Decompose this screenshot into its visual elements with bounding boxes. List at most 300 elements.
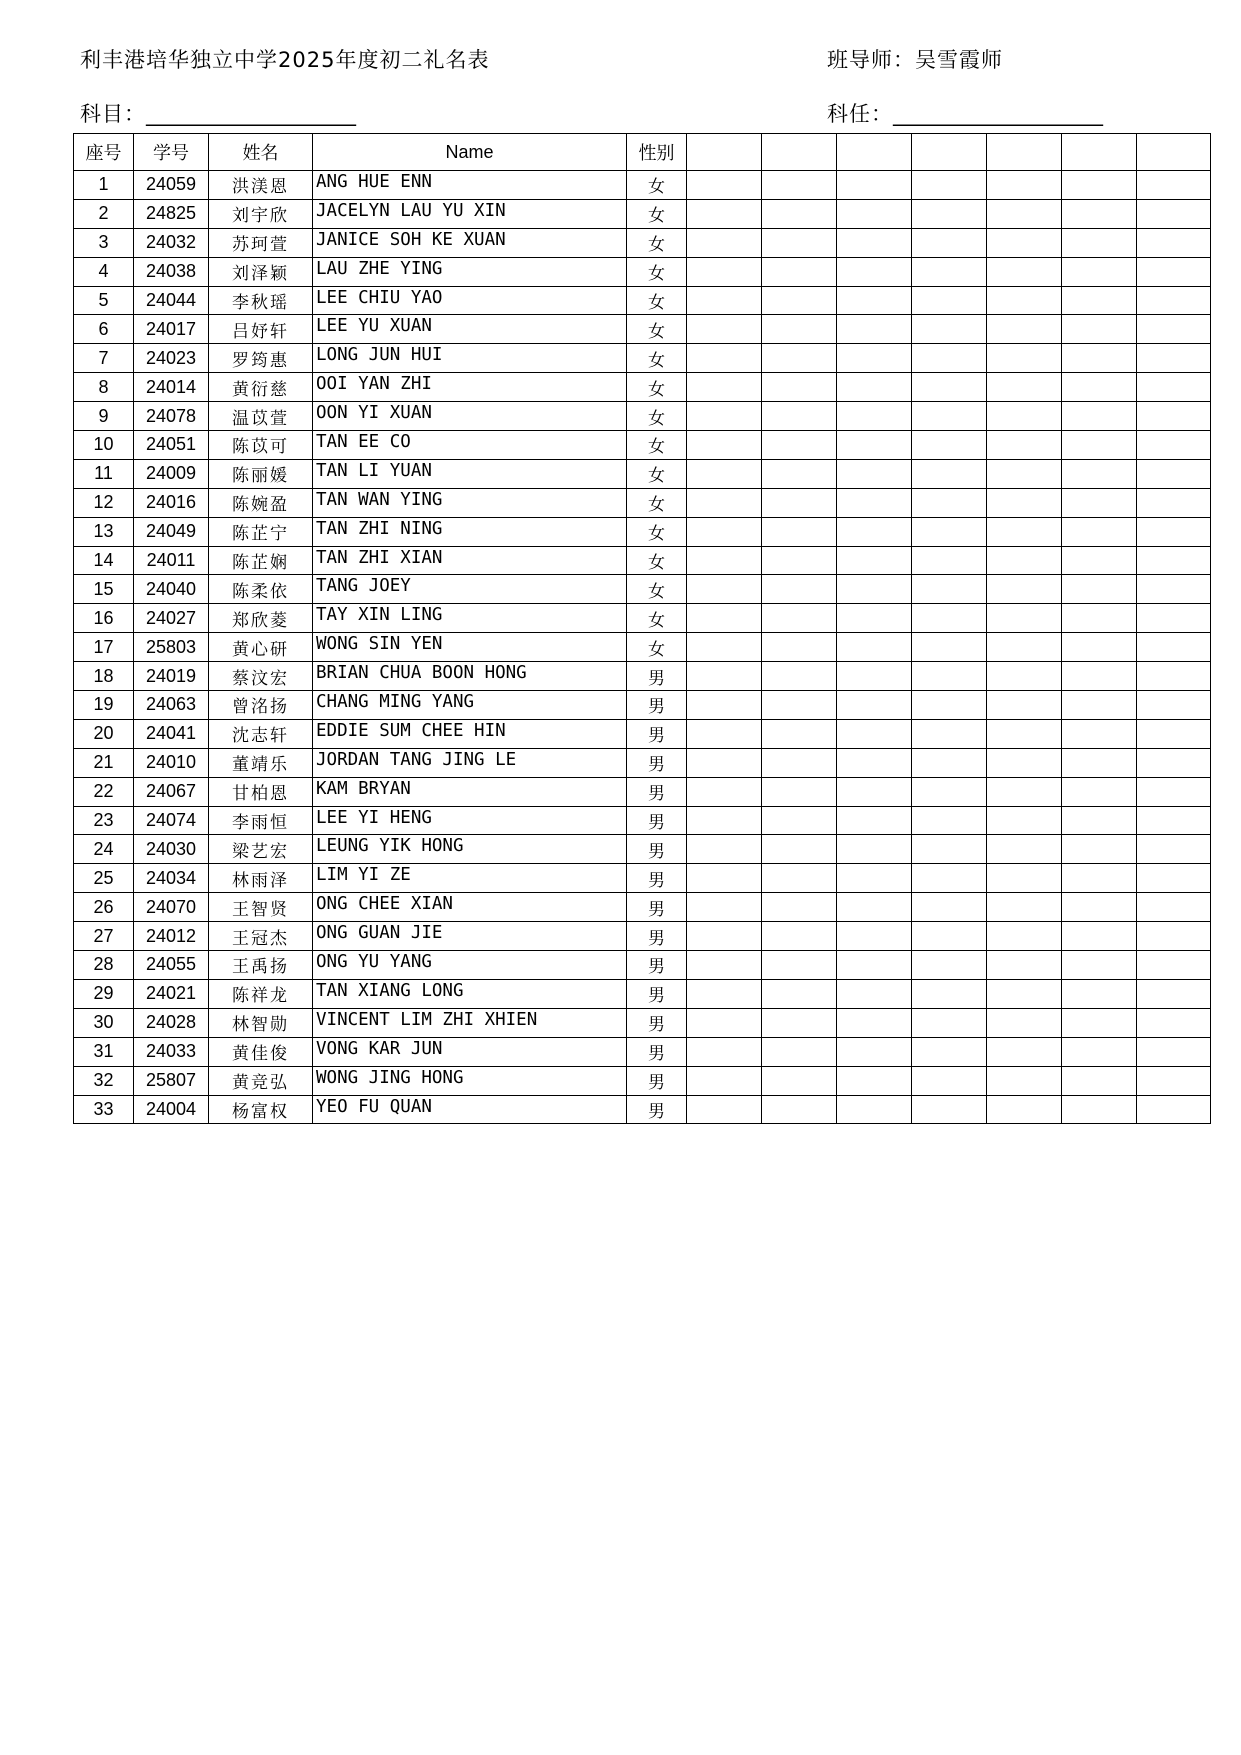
blank-cell	[762, 344, 837, 373]
blank-cell	[687, 951, 762, 980]
blank-cell	[987, 1008, 1062, 1037]
blank-cell	[687, 777, 762, 806]
blank-cell	[687, 488, 762, 517]
seat-number-cell: 12	[74, 488, 134, 517]
student-id-cell: 24011	[134, 546, 209, 575]
blank-cell	[1062, 199, 1137, 228]
blank-cell	[912, 199, 987, 228]
table-row	[74, 662, 1211, 691]
subject-teacher-label: 科任：	[827, 102, 893, 126]
gender-cell: 女	[627, 199, 687, 228]
blank-cell	[1137, 662, 1211, 691]
blank-cell	[762, 1095, 837, 1124]
blank-cell	[987, 517, 1062, 546]
blank-cell	[912, 1037, 987, 1066]
blank-cell	[1062, 373, 1137, 402]
blank-cell	[762, 691, 837, 720]
english-name-cell: LEE CHIU YAO	[313, 286, 627, 315]
blank-cell	[687, 806, 762, 835]
blank-cell	[1137, 777, 1211, 806]
blank-cell	[912, 1066, 987, 1095]
blank-header-cell	[987, 134, 1062, 171]
gender-cell: 男	[627, 748, 687, 777]
chinese-name-cell: 温苡萱	[209, 402, 313, 431]
header-student-id: 学号	[134, 134, 209, 171]
chinese-name-cell: 陈祥龙	[209, 979, 313, 1008]
blank-cell	[837, 286, 912, 315]
blank-cell	[1062, 575, 1137, 604]
blank-header-cell	[1062, 134, 1137, 171]
blank-cell	[912, 431, 987, 460]
blank-cell	[987, 344, 1062, 373]
blank-cell	[1062, 459, 1137, 488]
gender-cell: 男	[627, 864, 687, 893]
blank-cell	[837, 777, 912, 806]
blank-cell	[762, 951, 837, 980]
blank-cell	[1062, 979, 1137, 1008]
blank-cell	[762, 979, 837, 1008]
blank-cell	[1062, 344, 1137, 373]
blank-cell	[1137, 806, 1211, 835]
blank-cell	[987, 922, 1062, 951]
blank-cell	[987, 633, 1062, 662]
blank-cell	[762, 402, 837, 431]
blank-cell	[762, 864, 837, 893]
chinese-name-cell: 杨富权	[209, 1095, 313, 1124]
english-name-cell: TAN LI YUAN	[313, 459, 627, 488]
blank-cell	[912, 488, 987, 517]
blank-cell	[687, 633, 762, 662]
blank-cell	[912, 1095, 987, 1124]
chinese-name-cell: 王智贤	[209, 893, 313, 922]
blank-cell	[1137, 748, 1211, 777]
seat-number-cell: 2	[74, 199, 134, 228]
gender-cell: 男	[627, 979, 687, 1008]
english-name-cell: LEE YI HENG	[313, 806, 627, 835]
blank-cell	[687, 835, 762, 864]
blank-cell	[837, 228, 912, 257]
table-row	[74, 431, 1211, 460]
gender-cell: 男	[627, 777, 687, 806]
blank-cell	[687, 228, 762, 257]
blank-cell	[987, 951, 1062, 980]
blank-cell	[1137, 488, 1211, 517]
chinese-name-cell: 陈芷娴	[209, 546, 313, 575]
blank-cell	[837, 1066, 912, 1095]
header-name: Name	[313, 134, 627, 171]
blank-cell	[837, 979, 912, 1008]
chinese-name-cell: 黄心研	[209, 633, 313, 662]
blank-cell	[1062, 228, 1137, 257]
table-row	[74, 835, 1211, 864]
english-name-cell: TAN ZHI XIAN	[313, 546, 627, 575]
gender-cell: 女	[627, 633, 687, 662]
table-row	[74, 286, 1211, 315]
student-id-cell: 24074	[134, 806, 209, 835]
english-name-cell: LAU ZHE YING	[313, 257, 627, 286]
chinese-name-cell: 黄竞弘	[209, 1066, 313, 1095]
table-header-row	[74, 134, 1211, 171]
seat-number-cell: 17	[74, 633, 134, 662]
english-name-cell: TAN XIANG LONG	[313, 979, 627, 1008]
student-id-cell: 24019	[134, 662, 209, 691]
blank-cell	[762, 748, 837, 777]
blank-cell	[1062, 1037, 1137, 1066]
blank-header-cell	[762, 134, 837, 171]
blank-cell	[1137, 344, 1211, 373]
subject-label: 科目：	[80, 102, 146, 126]
blank-cell	[1062, 922, 1137, 951]
blank-cell	[837, 171, 912, 200]
seat-number-cell: 31	[74, 1037, 134, 1066]
gender-cell: 男	[627, 662, 687, 691]
table-row	[74, 459, 1211, 488]
blank-cell	[987, 835, 1062, 864]
chinese-name-cell: 陈丽媛	[209, 459, 313, 488]
header-gender: 性别	[627, 134, 687, 171]
blank-cell	[837, 431, 912, 460]
blank-cell	[1137, 199, 1211, 228]
blank-cell	[1062, 431, 1137, 460]
blank-cell	[987, 546, 1062, 575]
blank-cell	[837, 604, 912, 633]
blank-cell	[1062, 517, 1137, 546]
blank-cell	[1137, 431, 1211, 460]
gender-cell: 女	[627, 228, 687, 257]
blank-cell	[987, 1095, 1062, 1124]
student-id-cell: 24049	[134, 517, 209, 546]
english-name-cell: LIM YI ZE	[313, 864, 627, 893]
seat-number-cell: 29	[74, 979, 134, 1008]
blank-cell	[912, 517, 987, 546]
seat-number-cell: 32	[74, 1066, 134, 1095]
class-teacher: 班导师：吴雪霞师	[827, 48, 1003, 72]
blank-cell	[837, 575, 912, 604]
student-id-cell: 24063	[134, 691, 209, 720]
gender-cell: 女	[627, 344, 687, 373]
table-row	[74, 1095, 1211, 1124]
blank-cell	[987, 662, 1062, 691]
blank-cell	[912, 171, 987, 200]
blank-cell	[687, 922, 762, 951]
blank-cell	[1062, 286, 1137, 315]
blank-cell	[687, 546, 762, 575]
blank-cell	[837, 922, 912, 951]
blank-cell	[837, 344, 912, 373]
seat-number-cell: 14	[74, 546, 134, 575]
blank-cell	[687, 575, 762, 604]
english-name-cell: ONG YU YANG	[313, 951, 627, 980]
blank-cell	[1137, 257, 1211, 286]
gender-cell: 男	[627, 951, 687, 980]
blank-cell	[687, 979, 762, 1008]
blank-cell	[912, 951, 987, 980]
roster-table	[73, 133, 1211, 1124]
english-name-cell: JORDAN TANG JING LE	[313, 748, 627, 777]
blank-cell	[912, 257, 987, 286]
blank-cell	[1137, 459, 1211, 488]
blank-cell	[687, 1008, 762, 1037]
table-row	[74, 604, 1211, 633]
table-row	[74, 893, 1211, 922]
blank-cell	[687, 893, 762, 922]
blank-cell	[987, 373, 1062, 402]
english-name-cell: LEE YU XUAN	[313, 315, 627, 344]
blank-cell	[762, 1037, 837, 1066]
blank-cell	[1137, 1066, 1211, 1095]
chinese-name-cell: 林智勋	[209, 1008, 313, 1037]
seat-number-cell: 26	[74, 893, 134, 922]
blank-cell	[687, 344, 762, 373]
blank-cell	[837, 517, 912, 546]
blank-cell	[762, 604, 837, 633]
student-id-cell: 24021	[134, 979, 209, 1008]
blank-cell	[912, 719, 987, 748]
blank-cell	[987, 604, 1062, 633]
blank-cell	[1137, 719, 1211, 748]
table-row	[74, 777, 1211, 806]
english-name-cell: JACELYN LAU YU XIN	[313, 199, 627, 228]
student-id-cell: 24059	[134, 171, 209, 200]
blank-cell	[762, 517, 837, 546]
blank-cell	[987, 315, 1062, 344]
english-name-cell: YEO FU QUAN	[313, 1095, 627, 1124]
chinese-name-cell: 蔡汶宏	[209, 662, 313, 691]
blank-cell	[912, 228, 987, 257]
english-name-cell: ANG HUE ENN	[313, 171, 627, 200]
gender-cell: 女	[627, 402, 687, 431]
blank-cell	[1062, 864, 1137, 893]
seat-number-cell: 19	[74, 691, 134, 720]
blank-cell	[1137, 1037, 1211, 1066]
blank-cell	[912, 373, 987, 402]
english-name-cell: TAN ZHI NING	[313, 517, 627, 546]
blank-cell	[987, 748, 1062, 777]
blank-cell	[837, 806, 912, 835]
student-id-cell: 24016	[134, 488, 209, 517]
header-seat: 座号	[74, 134, 134, 171]
blank-cell	[837, 748, 912, 777]
seat-number-cell: 23	[74, 806, 134, 835]
blank-cell	[1062, 748, 1137, 777]
seat-number-cell: 13	[74, 517, 134, 546]
blank-cell	[987, 777, 1062, 806]
student-id-cell: 24023	[134, 344, 209, 373]
seat-number-cell: 28	[74, 951, 134, 980]
subject-field	[80, 98, 356, 128]
student-id-cell: 24014	[134, 373, 209, 402]
table-row	[74, 228, 1211, 257]
blank-cell	[1062, 893, 1137, 922]
blank-cell	[837, 864, 912, 893]
english-name-cell: BRIAN CHUA BOON HONG	[313, 662, 627, 691]
subject-teacher-blank-line: ____________________	[893, 102, 1103, 126]
table-row	[74, 951, 1211, 980]
student-id-cell: 24078	[134, 402, 209, 431]
gender-cell: 女	[627, 315, 687, 344]
student-id-cell: 24027	[134, 604, 209, 633]
english-name-cell: TANG JOEY	[313, 575, 627, 604]
blank-cell	[837, 691, 912, 720]
blank-cell	[1137, 228, 1211, 257]
blank-cell	[837, 633, 912, 662]
blank-header-cell	[687, 134, 762, 171]
gender-cell: 女	[627, 575, 687, 604]
blank-cell	[687, 662, 762, 691]
blank-cell	[687, 517, 762, 546]
student-id-cell: 24009	[134, 459, 209, 488]
student-id-cell: 24033	[134, 1037, 209, 1066]
seat-number-cell: 20	[74, 719, 134, 748]
blank-cell	[987, 719, 1062, 748]
blank-cell	[837, 402, 912, 431]
blank-cell	[1062, 777, 1137, 806]
table-row	[74, 806, 1211, 835]
blank-cell	[987, 257, 1062, 286]
english-name-cell: WONG JING HONG	[313, 1066, 627, 1095]
student-id-cell: 24017	[134, 315, 209, 344]
blank-cell	[1137, 286, 1211, 315]
gender-cell: 男	[627, 1095, 687, 1124]
blank-cell	[762, 199, 837, 228]
blank-cell	[1062, 546, 1137, 575]
blank-cell	[837, 373, 912, 402]
blank-cell	[687, 257, 762, 286]
blank-header-cell	[837, 134, 912, 171]
blank-cell	[762, 835, 837, 864]
blank-cell	[1062, 806, 1137, 835]
blank-cell	[687, 315, 762, 344]
blank-cell	[987, 459, 1062, 488]
seat-number-cell: 1	[74, 171, 134, 200]
blank-cell	[1062, 171, 1137, 200]
subject-teacher-field	[827, 98, 1103, 128]
blank-cell	[912, 662, 987, 691]
student-id-cell: 24030	[134, 835, 209, 864]
blank-cell	[1137, 951, 1211, 980]
chinese-name-cell: 黄佳俊	[209, 1037, 313, 1066]
english-name-cell: TAY XIN LING	[313, 604, 627, 633]
table-row	[74, 1037, 1211, 1066]
blank-cell	[762, 431, 837, 460]
chinese-name-cell: 陈婉盈	[209, 488, 313, 517]
student-id-cell: 24051	[134, 431, 209, 460]
blank-cell	[687, 691, 762, 720]
seat-number-cell: 18	[74, 662, 134, 691]
blank-cell	[912, 286, 987, 315]
seat-number-cell: 24	[74, 835, 134, 864]
blank-cell	[837, 257, 912, 286]
seat-number-cell: 15	[74, 575, 134, 604]
gender-cell: 男	[627, 1066, 687, 1095]
blank-cell	[912, 748, 987, 777]
gender-cell: 女	[627, 373, 687, 402]
chinese-name-cell: 李秋瑶	[209, 286, 313, 315]
blank-cell	[912, 691, 987, 720]
table-row	[74, 373, 1211, 402]
blank-cell	[687, 459, 762, 488]
table-row	[74, 633, 1211, 662]
blank-cell	[687, 373, 762, 402]
seat-number-cell: 11	[74, 459, 134, 488]
chinese-name-cell: 王冠杰	[209, 922, 313, 951]
blank-cell	[912, 1008, 987, 1037]
table-row	[74, 575, 1211, 604]
blank-cell	[1137, 835, 1211, 864]
blank-cell	[687, 1095, 762, 1124]
blank-cell	[1062, 257, 1137, 286]
english-name-cell: EDDIE SUM CHEE HIN	[313, 719, 627, 748]
english-name-cell: LEUNG YIK HONG	[313, 835, 627, 864]
blank-cell	[1137, 893, 1211, 922]
blank-cell	[912, 459, 987, 488]
blank-cell	[1062, 315, 1137, 344]
blank-cell	[687, 748, 762, 777]
blank-cell	[987, 402, 1062, 431]
blank-cell	[912, 546, 987, 575]
blank-cell	[987, 228, 1062, 257]
blank-cell	[912, 344, 987, 373]
chinese-name-cell: 陈苡可	[209, 431, 313, 460]
english-name-cell: ONG GUAN JIE	[313, 922, 627, 951]
gender-cell: 男	[627, 719, 687, 748]
blank-cell	[837, 488, 912, 517]
blank-cell	[987, 488, 1062, 517]
blank-cell	[912, 315, 987, 344]
english-name-cell: VINCENT LIM ZHI XHIEN	[313, 1008, 627, 1037]
student-id-cell: 24044	[134, 286, 209, 315]
blank-cell	[987, 1066, 1062, 1095]
chinese-name-cell: 董靖乐	[209, 748, 313, 777]
table-row	[74, 748, 1211, 777]
gender-cell: 女	[627, 604, 687, 633]
chinese-name-cell: 沈志轩	[209, 719, 313, 748]
blank-cell	[762, 1008, 837, 1037]
chinese-name-cell: 林雨泽	[209, 864, 313, 893]
blank-cell	[762, 922, 837, 951]
blank-cell	[1062, 1066, 1137, 1095]
header-chinese-name: 姓名	[209, 134, 313, 171]
blank-cell	[1062, 488, 1137, 517]
gender-cell: 女	[627, 459, 687, 488]
seat-number-cell: 30	[74, 1008, 134, 1037]
blank-cell	[912, 402, 987, 431]
chinese-name-cell: 刘宇欣	[209, 199, 313, 228]
gender-cell: 男	[627, 922, 687, 951]
english-name-cell: ONG CHEE XIAN	[313, 893, 627, 922]
blank-cell	[1137, 922, 1211, 951]
gender-cell: 女	[627, 286, 687, 315]
table-row	[74, 1066, 1211, 1095]
blank-cell	[912, 633, 987, 662]
seat-number-cell: 25	[74, 864, 134, 893]
blank-cell	[912, 777, 987, 806]
table-row	[74, 257, 1211, 286]
student-id-cell: 24010	[134, 748, 209, 777]
blank-cell	[837, 546, 912, 575]
seat-number-cell: 3	[74, 228, 134, 257]
chinese-name-cell: 陈柔依	[209, 575, 313, 604]
blank-cell	[762, 662, 837, 691]
student-id-cell: 24067	[134, 777, 209, 806]
student-id-cell: 24028	[134, 1008, 209, 1037]
gender-cell: 男	[627, 806, 687, 835]
blank-cell	[987, 864, 1062, 893]
blank-cell	[1137, 864, 1211, 893]
blank-cell	[762, 575, 837, 604]
chinese-name-cell: 吕妤轩	[209, 315, 313, 344]
table-row	[74, 922, 1211, 951]
